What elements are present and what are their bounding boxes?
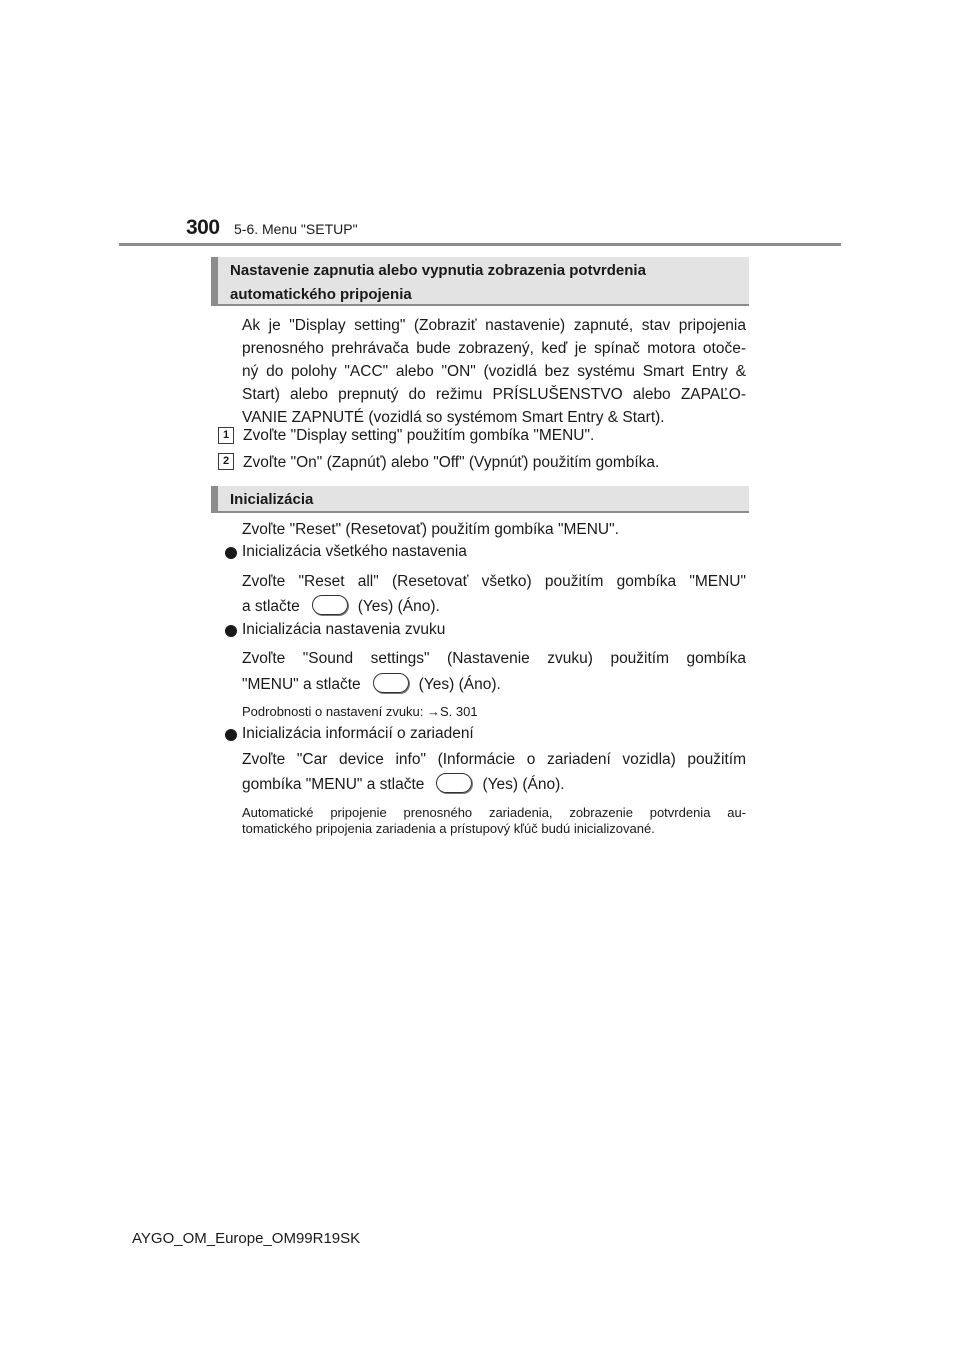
bullet-body-line	[242, 597, 746, 617]
bullet-body-line: Zvoľte "Car device info" (Informácie o zariadení vozidla) použitím	[242, 751, 746, 768]
bullet-label: Inicializácia nastavenia zvuku	[242, 621, 446, 638]
bullet-body-text: (Yes) (Áno).	[357, 598, 440, 616]
running-head: 5-6. Menu "SETUP"	[234, 221, 358, 237]
steering-switch-icon	[312, 595, 348, 615]
bullet-note: Podrobnosti o nastavení zvuku: →S. 301	[242, 704, 478, 719]
bullet-icon	[225, 547, 237, 559]
bullet-body-text: a stlačte	[242, 598, 300, 616]
section-heading-display-setting	[211, 257, 749, 306]
section1-paragraph	[242, 314, 746, 429]
section-title: Inicializácia	[230, 491, 314, 508]
section-title-line1: Nastavenie zapnutia alebo vypnutia zobrazenia potvrdenia	[230, 262, 646, 279]
paragraph-line: prenosného prehrávača bude zobrazený, keď je spínač motora otoče-	[242, 340, 746, 357]
paragraph-line: Start) alebo prepnutý do režimu PRÍSLUŠENSTVO alebo ZAPAĽO-	[242, 386, 746, 403]
bullet-label: Inicializácia informácií o zariadení	[242, 725, 474, 742]
section-title-line2: automatického pripojenia	[230, 286, 412, 303]
steering-switch-icon	[373, 673, 409, 693]
note-line: Automatické pripojenie prenosného zariadenia, zobrazenie potvrdenia au-	[242, 805, 746, 820]
bullet-icon	[225, 625, 237, 637]
bullet-icon	[225, 729, 237, 741]
bullet-body-line	[242, 675, 746, 695]
page-number: 300	[186, 216, 220, 239]
header-rule	[119, 243, 841, 246]
bullet-body-line: Zvoľte "Sound settings" (Nastavenie zvuku) použitím gombíka	[242, 650, 746, 667]
step-text: Zvoľte "Display setting" použitím gombíka "MENU".	[243, 427, 595, 444]
bullet-body-text: (Yes) (Áno).	[418, 676, 501, 694]
paragraph-line: VANIE ZAPNUTÉ (vozidlá so systémom Smart Entry & Start).	[242, 409, 665, 426]
bullet-body-text: (Yes) (Áno).	[482, 776, 565, 794]
section2-intro: Zvoľte "Reset" (Resetovať) použitím gombíka "MENU".	[242, 521, 619, 538]
step-text: Zvoľte "On" (Zapnúť) alebo "Off" (Vypnúť) použitím gombíka.	[243, 454, 660, 471]
section-heading-initialization	[211, 486, 749, 513]
document-code-footer: AYGO_OM_Europe_OM99R19SK	[132, 1230, 361, 1247]
note-line: tomatického pripojenia zariadenia a prístupový kľúč budú inicializované.	[242, 821, 655, 836]
bullet-body-text: "MENU" a stlačte	[242, 676, 361, 694]
steering-switch-icon	[436, 773, 472, 793]
bullet-body-text: gombíka "MENU" a stlačte	[242, 776, 425, 794]
bullet-label: Inicializácia všetkého nastavenia	[242, 543, 467, 560]
bullet-note	[242, 805, 746, 837]
paragraph-line: ný do polohy "ACC" alebo "ON" (vozidlá bez systému Smart Entry &	[242, 363, 746, 380]
bullet-body-line: Zvoľte "Reset all" (Resetovať všetko) použitím gombíka "MENU"	[242, 573, 746, 590]
bullet-body-line	[242, 775, 746, 795]
step-number-badge: 2	[218, 453, 234, 470]
paragraph-line: Ak je "Display setting" (Zobraziť nastavenie) zapnuté, stav pripojenia	[242, 317, 746, 334]
step-number-badge: 1	[218, 427, 234, 444]
